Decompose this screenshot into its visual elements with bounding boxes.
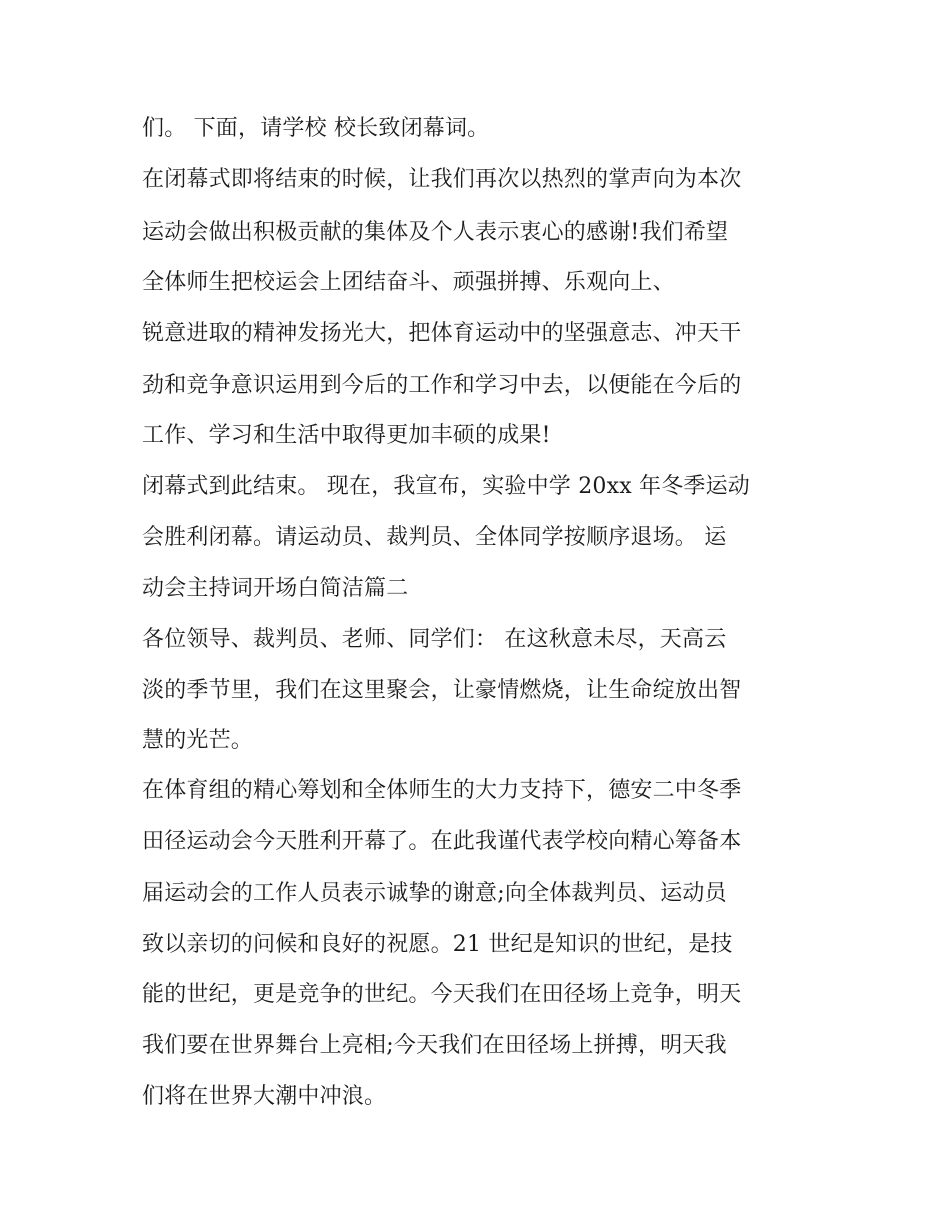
text-line: 劲和竞争意识运用到今后的工作和学习中去，以便能在今后的 (142, 373, 742, 398)
section-heading: 动会主持词开场白简洁篇二 (142, 576, 409, 601)
text-line: 田径运动会今天胜利开幕了。在此我谨代表学校向精心筹备本 (142, 829, 742, 854)
text-line: 运动会做出积极贡献的集体及个人表示衷心的感谢!我们希望 (142, 220, 729, 245)
text-line: 我们要在世界舞台上亮相;今天我们在田径场上拼搏，明天我 (142, 1033, 727, 1058)
text-line: 们将在世界大潮中冲浪。 (142, 1084, 387, 1109)
text-line: 慧的光芒。 (142, 728, 254, 753)
text-line: 锐意进取的精神发扬光大，把体育运动中的坚强意志、冲天干 (142, 321, 742, 346)
text-line: 会胜利闭幕。请运动员、裁判员、全体同学按顺序退场。 运 (142, 525, 727, 550)
text-line: 能的世纪，更是竞争的世纪。今天我们在田径场上竞争，明天 (142, 982, 742, 1007)
text-line: 各位领导、裁判员、老师、同学们： 在这秋意未尽，天高云 (142, 627, 727, 652)
text-line: 届运动会的工作人员表示诚挚的谢意;向全体裁判员、运动员 (142, 881, 727, 906)
text-line: 在闭幕式即将结束的时候，让我们再次以热烈的掌声向为本次 (142, 167, 742, 192)
text-line: 在体育组的精心筹划和全体师生的大力支持下，德安二中冬季 (142, 778, 742, 803)
text-line: 致以亲切的问候和良好的祝愿。21 世纪是知识的世纪，是技 (142, 932, 733, 957)
text-line: 全体师生把校运会上团结奋斗、顽强拼搏、乐观向上、 (142, 270, 675, 295)
text-line: 工作、学习和生活中取得更加丰硕的成果! (142, 423, 551, 448)
text-line: 们。 下面，请学校 校长致闭幕词。 (142, 116, 490, 141)
text-line: 淡的季节里，我们在这里聚会，让豪情燃烧，让生命绽放出智 (142, 678, 742, 703)
text-line: 闭幕式到此结束。 现在，我宣布，实验中学 20xx 年冬季运动 (142, 474, 750, 499)
